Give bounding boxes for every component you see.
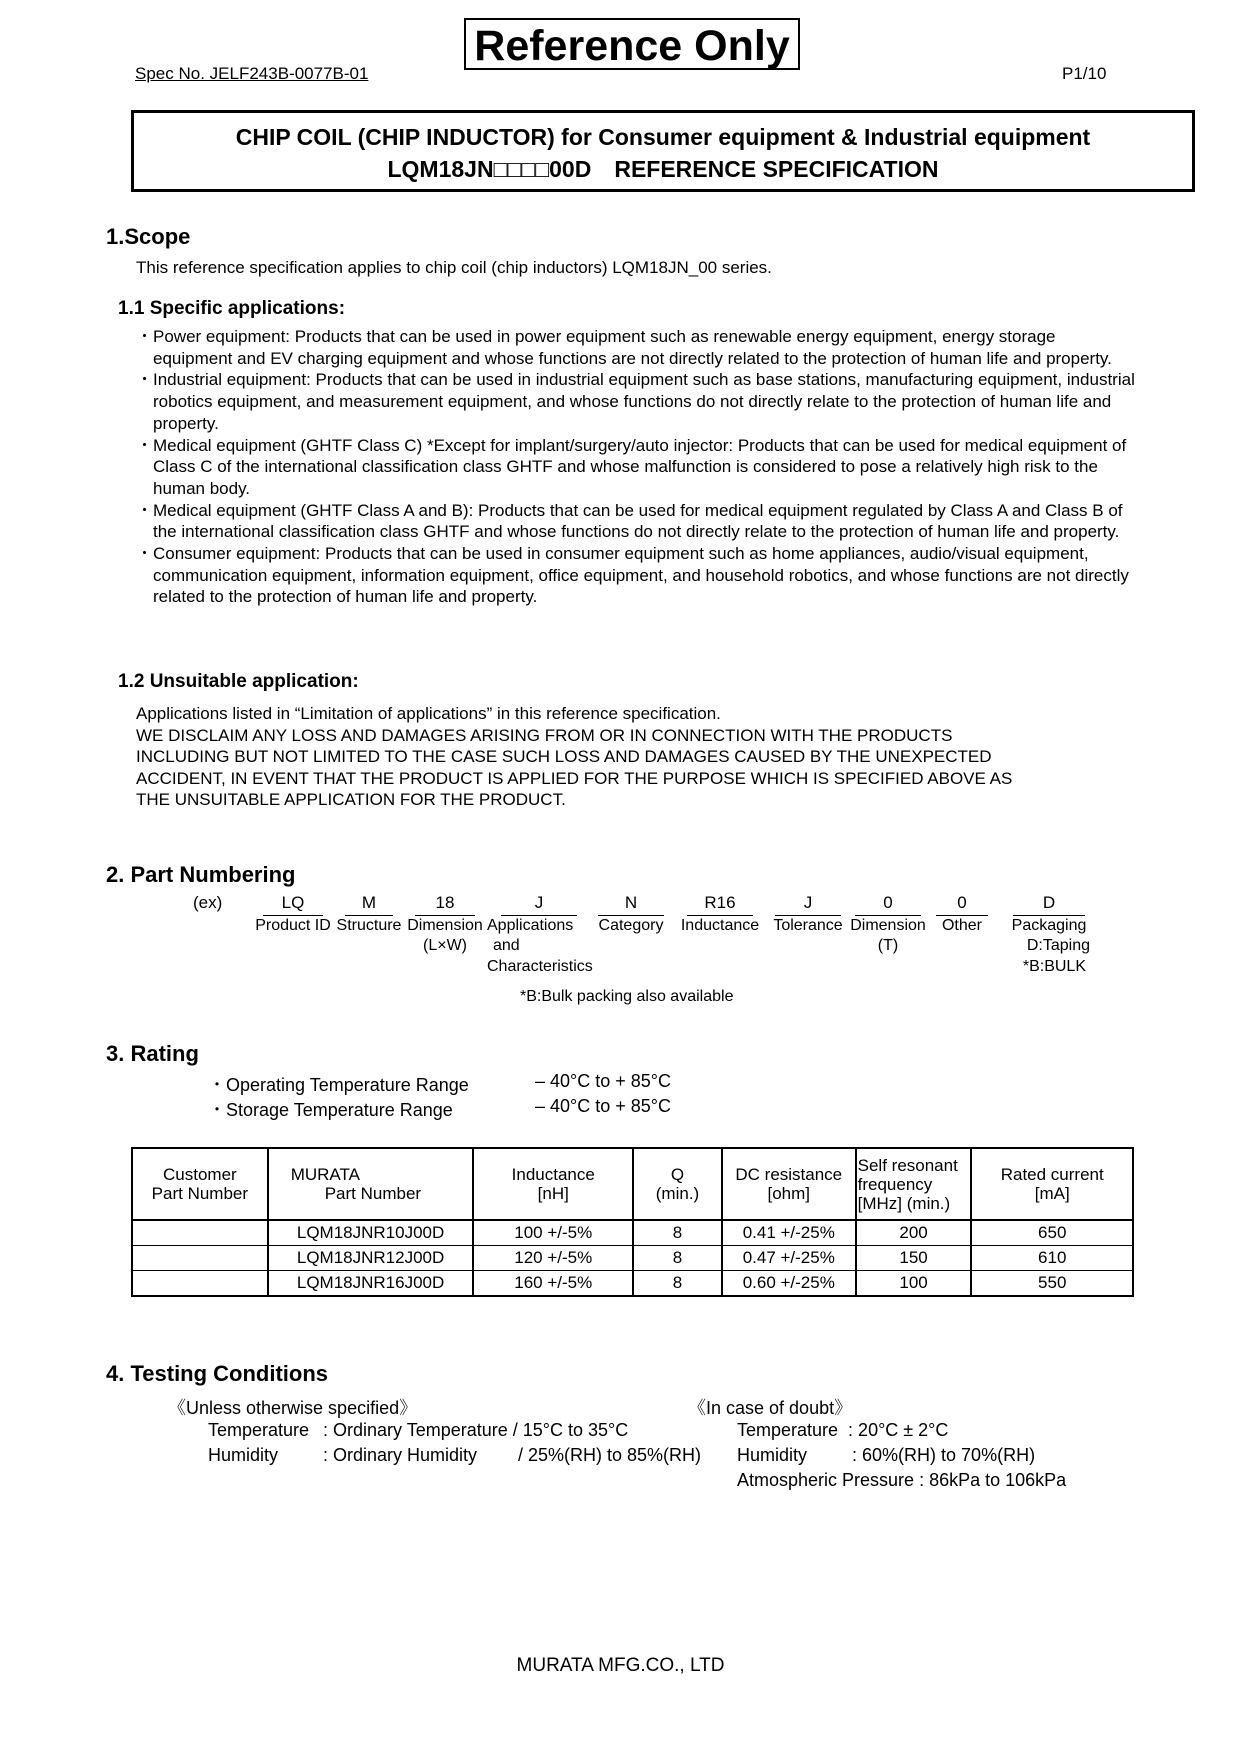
pn-label: (T) — [877, 937, 899, 954]
column-header-inductance: Inductance [nH] — [473, 1148, 633, 1220]
pn-column-thickness — [848, 893, 928, 957]
pn-value: N — [598, 893, 664, 916]
title-line-2: LQM18JN□□□□00D REFERENCE SPECIFICATION — [387, 156, 939, 182]
pn-label: Structure — [336, 916, 402, 934]
pn-column-packaging — [1004, 893, 1094, 977]
pn-label: Dimension — [407, 916, 483, 934]
pn-value: 0 — [855, 893, 921, 916]
column-header-rated-current: Rated current [mA] — [971, 1148, 1133, 1220]
spec-number: Spec No. JELF243B-0077B-01 — [135, 64, 369, 83]
column-header-murata-part-number: MURATA Part Number — [268, 1148, 474, 1220]
ordinary-humidity-range: / 25%(RH) to 85%(RH) — [518, 1445, 702, 1465]
unsuitable-line: WE DISCLAIM ANY LOSS AND DAMAGES ARISING FROM OR IN CONNECTION WITH THE PRODUCTS — [136, 725, 953, 745]
table-cell — [132, 1271, 268, 1297]
table-cell: 0.47 +/-25% — [722, 1246, 856, 1271]
pn-column-inductance — [675, 893, 765, 936]
scope-heading: 1.Scope — [106, 224, 191, 249]
part-numbering-heading: 2. Part Numbering — [106, 862, 296, 887]
pn-value: M — [345, 893, 393, 916]
title-line-1: CHIP COIL (CHIP INDUCTOR) for Consumer equipment & Industrial equipment — [235, 124, 1091, 150]
reference-only-stamp: Reference Only — [464, 18, 800, 70]
testing-conditions-heading: 4. Testing Conditions — [106, 1361, 329, 1386]
table-cell — [132, 1220, 268, 1246]
pn-label: D:Taping — [1026, 937, 1090, 954]
list-item-text: Medical equipment (GHTF Class C) *Except for implant/surgery/auto injector: Products that can be used for medical equipment of Class C of the international classification class GHTF and whose malfunction is considered to pose a relatively high risk to the human body. — [153, 435, 1127, 498]
pn-label: (L×W) — [423, 937, 467, 954]
rating-table — [131, 1147, 1134, 1297]
pn-label: Applications — [487, 916, 574, 934]
in-case-of-doubt-title: 《In case of doubt》 — [688, 1398, 853, 1418]
list-item — [136, 435, 1136, 500]
ordinary-temperature-value: : Ordinary Temperature / 15°C to 35°C — [323, 1420, 629, 1440]
ordinary-humidity-label: Humidity — [208, 1445, 279, 1465]
bullet-mark: ・ — [136, 500, 153, 520]
operating-temperature-label: ・Operating Temperature Range — [208, 1075, 469, 1095]
pn-label: *B:BULK — [1022, 957, 1086, 975]
document-title-box — [131, 110, 1195, 192]
pn-value: J — [501, 893, 577, 916]
pn-label: and — [493, 937, 520, 954]
atmospheric-pressure: Atmospheric Pressure : 86kPa to 106kPa — [737, 1470, 1067, 1490]
table-cell: 650 — [971, 1220, 1133, 1246]
pn-label: Category — [598, 916, 664, 934]
table-row — [132, 1220, 1133, 1246]
table-cell: 610 — [971, 1246, 1133, 1271]
unsuitable-line: THE UNSUITABLE APPLICATION FOR THE PRODUCT. — [136, 790, 566, 810]
table-cell: 100 +/-5% — [473, 1220, 633, 1246]
page-number: P1/10 — [1062, 64, 1107, 83]
pn-column-structure — [334, 893, 404, 936]
doubt-humidity: Humidity : 60%(RH) to 70%(RH) — [737, 1445, 1036, 1465]
unless-otherwise-specified-title: 《Unless otherwise specified》 — [168, 1398, 418, 1418]
table-cell: LQM18JNR16J00D — [268, 1271, 474, 1297]
pn-label: Other — [941, 916, 982, 934]
pn-label: Product ID — [255, 916, 331, 934]
pn-label: Tolerance — [773, 916, 843, 934]
table-cell: 0.41 +/-25% — [722, 1220, 856, 1246]
pn-value: 0 — [936, 893, 988, 916]
unsuitable-line: ACCIDENT, IN EVENT THAT THE PRODUCT IS APPLIED FOR THE PURPOSE WHICH IS SPECIFIED ABOVE AS — [136, 768, 1013, 788]
unsuitable-application-text — [136, 703, 1136, 811]
list-item-text: Medical equipment (GHTF Class A and B): Products that can be used for medical equipment regulated by Class A and Class B of the international classification class GHTF and whose functions do not directly relate to the protection of human life and property. — [153, 500, 1123, 542]
table-cell: 200 — [856, 1220, 972, 1246]
list-item — [136, 543, 1136, 608]
pn-column-product-id — [253, 893, 333, 936]
table-header-row — [132, 1148, 1133, 1220]
column-header-self-resonant-frequency: Self resonant frequency [MHz] (min.) — [856, 1148, 972, 1220]
table-cell: 160 +/-5% — [473, 1271, 633, 1297]
table-cell: 0.60 +/-25% — [722, 1271, 856, 1297]
table-cell: 8 — [633, 1220, 722, 1246]
pn-column-tolerance — [769, 893, 847, 936]
bullet-mark: ・ — [136, 370, 153, 390]
list-item — [136, 369, 1136, 434]
unsuitable-line: Applications listed in “Limitation of applications” in this reference specification. — [136, 704, 721, 723]
pn-value: J — [775, 893, 841, 916]
pn-value: 18 — [415, 893, 475, 916]
specific-applications-heading: 1.1 Specific applications: — [118, 298, 346, 319]
bullet-mark: ・ — [136, 327, 153, 346]
pn-value: R16 — [687, 893, 753, 916]
list-item-text: Consumer equipment: Products that can be used in consumer equipment such as home appliances, audio/visual equipment, communication equipment, information equipment, office equipment, and household robotics, and whose functions are not directly related to the protection of human life and property. — [153, 544, 1129, 607]
column-header-dc-resistance: DC resistance [ohm] — [722, 1148, 856, 1220]
pn-label: Inductance — [680, 916, 760, 934]
list-item — [136, 326, 1136, 369]
footer-company-name: MURATA MFG.CO., LTD — [516, 1655, 725, 1676]
pn-column-dimension — [405, 893, 485, 957]
column-header-q: Q (min.) — [633, 1148, 722, 1220]
part-numbering-example-label: (ex) — [193, 893, 223, 912]
table-cell: 550 — [971, 1271, 1133, 1297]
pn-value: LQ — [263, 893, 323, 916]
pn-column-applications — [487, 893, 591, 977]
table-row — [132, 1271, 1133, 1297]
doubt-temperature: Temperature : 20°C ± 2°C — [737, 1420, 949, 1440]
pn-column-other — [930, 893, 994, 936]
bulk-packing-note: *B:Bulk packing also available — [520, 988, 734, 1005]
specific-applications-list — [136, 326, 1136, 608]
pn-column-category — [592, 893, 670, 936]
unsuitable-application-heading: 1.2 Unsuitable application: — [118, 671, 359, 692]
list-item — [136, 500, 1136, 543]
storage-temperature-value: – 40°C to + 85°C — [535, 1096, 671, 1116]
ordinary-temperature-label: Temperature — [208, 1420, 310, 1440]
unsuitable-line: INCLUDING BUT NOT LIMITED TO THE CASE SUCH LOSS AND DAMAGES CAUSED BY THE UNEXPECTED — [136, 747, 992, 767]
bullet-mark: ・ — [136, 544, 153, 564]
table-cell: 150 — [856, 1246, 972, 1271]
ordinary-humidity-value: : Ordinary Humidity — [323, 1445, 478, 1465]
list-item-text: Industrial equipment: Products that can be used in industrial equipment such as base stations, manufacturing equipment, industrial robotics equipment, and measurement equipment, and whose functions do not directly relate to the protection of human life and property. — [153, 370, 1135, 433]
pn-label: Characteristics — [487, 957, 593, 975]
column-header-customer-part-number: Customer Part Number — [132, 1148, 268, 1220]
list-item-text: Power equipment: Products that can be used in power equipment such as renewable energy equipment, energy storage equipment and EV charging equipment and whose functions are not directly related to the protection of human life and property. — [153, 327, 1112, 368]
table-cell — [132, 1246, 268, 1271]
pn-value: D — [1013, 893, 1085, 916]
table-cell: 100 — [856, 1271, 972, 1297]
storage-temperature-label: ・Storage Temperature Range — [208, 1100, 453, 1120]
table-cell: LQM18JNR12J00D — [268, 1246, 474, 1271]
table-cell: LQM18JNR10J00D — [268, 1220, 474, 1246]
pn-label: Dimension — [850, 916, 926, 934]
table-cell: 8 — [633, 1271, 722, 1297]
table-cell: 120 +/-5% — [473, 1246, 633, 1271]
scope-text: This reference specification applies to chip coil (chip inductors) LQM18JN_00 series. — [136, 258, 772, 277]
rating-heading: 3. Rating — [106, 1041, 199, 1066]
table-row — [132, 1246, 1133, 1271]
operating-temperature-value: – 40°C to + 85°C — [535, 1071, 671, 1091]
table-cell: 8 — [633, 1246, 722, 1271]
pn-label: Packaging — [1011, 916, 1087, 934]
bullet-mark: ・ — [136, 435, 153, 455]
part-numbering-diagram — [0, 893, 1241, 983]
